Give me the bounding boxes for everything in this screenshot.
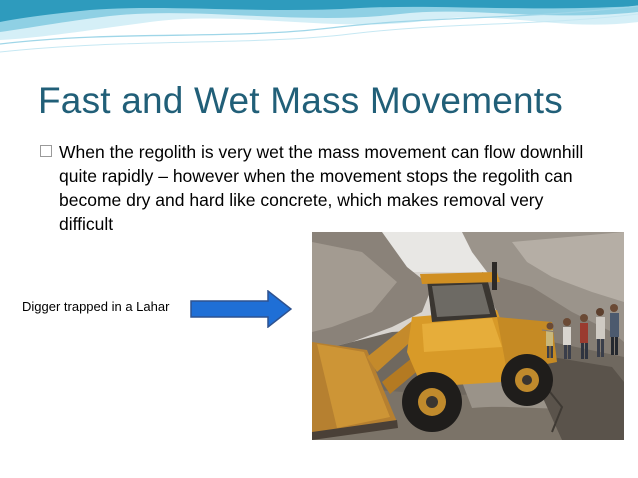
bullet-text: When the regolith is very wet the mass movement can flow downhill quite rapidly – however when the movement stops the regolith can become dry and hard like concrete, which makes removal very difficult	[59, 142, 584, 234]
photo-caption: Digger trapped in a Lahar	[22, 299, 170, 314]
bullet-point	[40, 140, 600, 236]
square-bullet-icon	[40, 145, 52, 157]
header-wave-decoration	[0, 0, 638, 80]
digger-photo	[312, 232, 624, 440]
slide-title: Fast and Wet Mass Movements	[38, 80, 563, 121]
right-arrow-icon	[190, 290, 292, 328]
